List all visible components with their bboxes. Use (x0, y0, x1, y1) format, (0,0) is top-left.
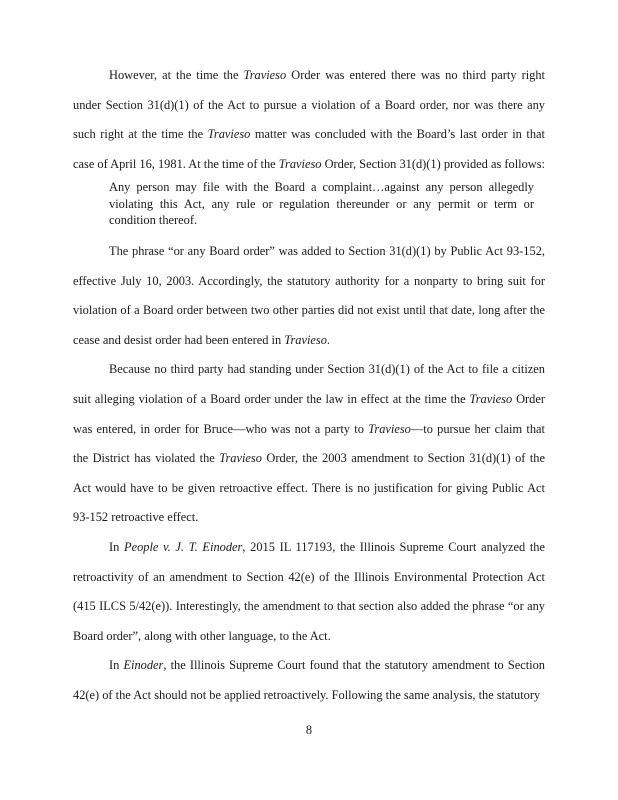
case-name-italic: Travieso (469, 391, 513, 406)
case-name-italic: Travieso (219, 451, 262, 466)
case-name-italic: Einoder (123, 658, 164, 673)
case-name-italic: Travieso (207, 127, 251, 142)
case-name-italic: Travieso (278, 156, 322, 171)
paragraph-3 (73, 355, 545, 533)
text-run: In (109, 539, 124, 554)
case-name-italic: Travieso (243, 68, 287, 82)
text-run: Order was entered, in order for Bruce—who was not a party to (73, 391, 545, 436)
text-run: , 2015 IL 117193, the Illinois Supreme Court analyzed the retroactivity of an amendment to Section 42(e) of the Illinois Environmental Protection Act (415 ILCS 5/42(e)). Interestingly, the amendment to that section also added the phrase “or any Board order”, along with other language, to the Act. (73, 539, 546, 643)
body-text-top (73, 61, 545, 179)
case-name-italic: Travieso (284, 332, 327, 347)
text-run: matter was concluded with the Board’s last order in that case of April 16, 1981. At the time of the (73, 127, 545, 171)
paragraph-4 (73, 533, 545, 651)
case-name-italic: People v. J. T. Einoder (124, 539, 243, 554)
text-run: Because no third party had standing under Section 31(d)(1) of the Act to file a citizen suit alleging violation of a Board order under the law in effect at the time the (73, 362, 545, 406)
text-run: . (326, 332, 331, 347)
text-run: Order, the 2003 amendment to Section 31(d)(1) of the Act would have to be given retroactive effect. There is no justification for giving Public Act 93-152 retroactive effect. (73, 451, 546, 525)
body-text-bottom (73, 237, 545, 711)
text-run: The phrase “or any Board order” was added to Section 31(d)(1) by Public Act 93-152, effective July 10, 2003. Accordingly, the statutory authority for a nonparty to bring suit for violation of a Board order between two other parties did not exist until that date, long after the cease and desist order had been entered in (73, 244, 545, 347)
paragraph-2 (73, 237, 545, 355)
text-run: In (109, 658, 124, 673)
text-run: However, at the time the (109, 68, 244, 82)
paragraph-1 (73, 61, 545, 179)
block-quote: Any person may file with the Board a complaint…against any person allegedly violating this Act, any rule or regulation thereunder or any permit or term or condition thereof. (109, 180, 534, 227)
text-run: Order was entered there was no third party right under Section 31(d)(1) of the Act to pursue a violation of a Board order, nor was there any such right at the time the (73, 68, 545, 142)
case-name-italic: Travieso (368, 421, 411, 436)
text-run: Order, Section 31(d)(1) provided as follows: (321, 156, 545, 171)
paragraph-5 (73, 651, 545, 710)
page-number: 8 (305, 723, 313, 737)
text-run: —to pursue her claim that the District has violated the (73, 421, 545, 466)
text-run: , the Illinois Supreme Court found that the statutory amendment to Section 42(e) of the Act should not be applied retroactively. Following the same analysis, the statutory (73, 658, 545, 702)
